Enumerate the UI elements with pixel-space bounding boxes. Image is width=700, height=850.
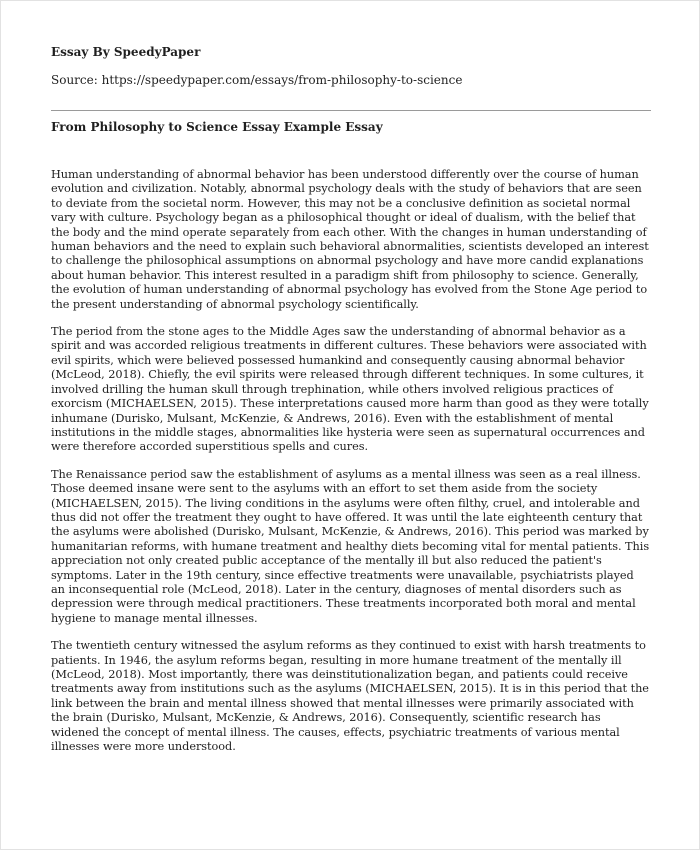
document-header-title: Essay By SpeedyPaper xyxy=(51,45,201,59)
header-divider xyxy=(51,110,651,111)
paragraph: The Renaissance period saw the establishment of asylums as a mental illness was seen as a real illness. Those deemed insane were sent to the asylums with an effort to set them aside from the society (MICHAELSEN, 2015). The living conditions in the asylums were often filthy, cruel, and intolerable and thus did not offer the treatment they ought to have offered. It was until the late eighteenth century that the asylums were abolished (Durisko, Mulsant, McKenzie, & Andrews, 2016). This period was marked by humanitarian reforms, with humane treatment and healthy diets becoming vital for mental patients. This appreciation not only created public acceptance of the mentally ill but also reduced the patient's symptoms. Later in the 19th century, since effective treatments were unavailable, psychiatrists played an inconsequential role (McLeod, 2018). Later in the century, diagnoses of mental disorders such as depression were through medical practitioners. These treatments incorporated both moral and mental hygiene to manage mental illnesses. xyxy=(51,467,650,625)
paragraph: The twentieth century witnessed the asylum reforms as they continued to exist with harsh treatments to patients. In 1946, the asylum reforms began, resulting in more humane treatment of the mentally ill (McLeod, 2018). Most importantly, there was deinstitutionalization began, and patients could receive treatments away from institutions such as the asylums (MICHAELSEN, 2015). It is in this period that the link between the brain and mental illness showed that mental illnesses were primarily associated with the brain (Durisko, Mulsant, McKenzie, & Andrews, 2016). Consequently, scientific research has widened the concept of mental illness. The causes, effects, psychiatric treatments of various mental illnesses were more understood. xyxy=(51,639,649,754)
paragraph: Human understanding of abnormal behavior has been understood differently over the course of human evolution and civilization. Notably, abnormal psychology deals with the study of behaviors that are seen to deviate from the societal norm. However, this may not be a conclusive definition as societal normal vary with culture. Psychology began as a philosophical thought or ideal of dualism, with the belief that the body and the mind operate separately from each other. With the changes in human understanding of human behaviors and the need to explain such behavioral abnormalities, scientists developed an interest to challenge the philosophical assumptions on abnormal psychology and have more candid explanations about human behavior. This interest resulted in a paradigm shift from philosophy to science. Generally, the evolution of human understanding of abnormal psychology has evolved from the Stone Age period to the present understanding of abnormal psychology scientifically. xyxy=(51,168,649,311)
source-line: Source: https://speedypaper.com/essays/from-philosophy-to-science xyxy=(51,73,463,87)
essay-title: From Philosophy to Science Essay Example Essay xyxy=(51,120,383,134)
essay-body xyxy=(51,168,651,767)
paragraph: The period from the stone ages to the Middle Ages saw the understanding of abnormal behavior as a spirit and was accorded religious treatments in different cultures. These behaviors were associated with evil spirits, which were believed possessed humankind and consequently causing abnormal behavior (McLeod, 2018). Chiefly, the evil spirits were released through different techniques. In some cultures, it involved drilling the human skull through trephination, while others involved religious practices of exorcism (MICHAELSEN, 2015). These interpretations caused more harm than good as they were totally inhumane (Durisko, Mulsant, McKenzie, & Andrews, 2016). Even with the establishment of mental institutions in the middle stages, abnormalities like hysteria were seen as supernatural occurrences and were therefore accorded superstitious spells and cures. xyxy=(51,325,649,454)
